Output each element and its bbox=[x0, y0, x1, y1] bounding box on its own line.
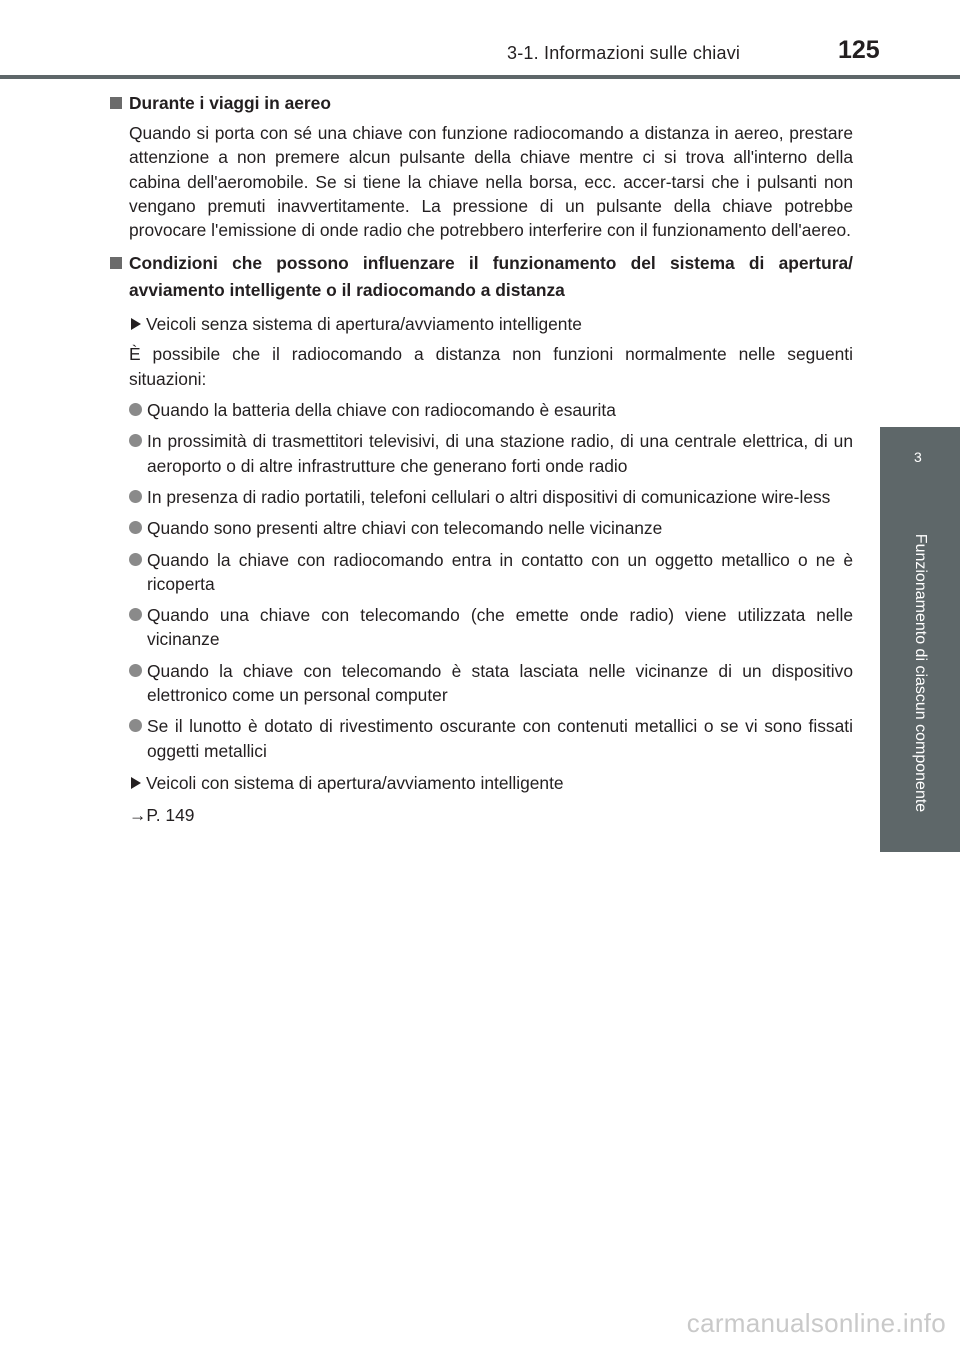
main-content bbox=[110, 90, 853, 827]
round-bullet-icon bbox=[129, 664, 142, 677]
list-item-text: In presenza di radio portatili, telefoni cellulari o altri dispositivi di comunicazione wire-less bbox=[147, 486, 831, 507]
round-bullet-icon bbox=[129, 521, 142, 534]
list-item-text: Se il lunotto è dotato di rivestimento oscurante con contenuti metallici o se vi sono fissati oggetti metallici bbox=[147, 716, 853, 761]
page-header bbox=[0, 0, 960, 80]
chapter-side-label: Funzionamento di ciascun componente bbox=[912, 533, 929, 813]
triangle-arrow-icon bbox=[131, 777, 141, 789]
header-divider bbox=[0, 75, 960, 79]
page-reference-link[interactable]: →P. 149 bbox=[129, 804, 195, 825]
round-bullet-icon bbox=[129, 608, 142, 621]
list-item-text: Quando la chiave con telecomando è stata lasciata nelle vicinanze di un dispositivo elettronico come un personal computer bbox=[147, 660, 853, 706]
section-heading-text: Condizioni che possono influenzare il funzionamento del sistema di apertura/ avviamento intelligente o il radiocomando a distanza bbox=[129, 253, 853, 301]
list-item bbox=[129, 548, 853, 597]
round-bullet-icon bbox=[129, 719, 142, 732]
list-item-text: In prossimità di trasmettitori televisivi, di una stazione radio, di una centrale elettrica, di un aeroporto o di altre infrastrutture che generano forti onde radio bbox=[147, 431, 853, 476]
round-bullet-icon bbox=[129, 553, 142, 566]
section-heading-text: Durante i viaggi in aereo bbox=[129, 93, 331, 113]
section-heading-air-travel bbox=[110, 90, 853, 117]
section-heading-conditions bbox=[110, 250, 853, 304]
subheading-text: Veicoli con sistema di apertura/avviamento intelligente bbox=[146, 772, 564, 793]
subheading-with-smart-entry bbox=[129, 771, 853, 795]
list-item bbox=[129, 603, 853, 652]
watermark: carmanualsonline.info bbox=[686, 1308, 946, 1338]
triangle-arrow-icon bbox=[131, 318, 141, 330]
chapter-tab bbox=[880, 427, 960, 495]
page-number: 125 bbox=[838, 36, 880, 64]
list-item bbox=[129, 485, 853, 509]
subheading-text: Veicoli senza sistema di apertura/avviamento intelligente bbox=[146, 314, 582, 335]
round-bullet-icon bbox=[129, 434, 142, 447]
chapter-side-strip bbox=[880, 495, 960, 852]
subheading-without-smart-entry bbox=[129, 312, 853, 336]
list-item bbox=[129, 429, 853, 478]
round-bullet-icon bbox=[129, 403, 142, 416]
chapter-tab-number: 3 bbox=[914, 449, 922, 465]
square-bullet-icon bbox=[110, 97, 122, 109]
square-bullet-icon bbox=[110, 257, 122, 269]
list-item-text: Quando la chiave con radiocomando entra in contatto con un oggetto metallico o ne è ricoperta bbox=[147, 549, 853, 594]
paragraph-intro: È possibile che il radiocomando a distanza non funzioni normalmente nelle seguenti situazioni: bbox=[129, 344, 853, 389]
round-bullet-icon bbox=[129, 490, 142, 503]
list-item-text: Quando sono presenti altre chiavi con telecomando nelle vicinanze bbox=[147, 518, 663, 539]
chapter-title: 3-1. Informazioni sulle chiavi bbox=[507, 43, 741, 63]
list-item bbox=[129, 659, 853, 708]
paragraph-air-travel: Quando si porta con sé una chiave con funzione radiocomando a distanza in aereo, prestare attenzione a non premere alcun pulsante della chiave mentre ci si trova all'interno della cabina dell'aeromobile. Se si tiene la chiave nella borsa, ecc. accer-tarsi che i pulsanti non vengano premuti inavvertitamente. La pressione di un pulsante della chiave potrebbe provocare l'emissione di onde radio che potrebbero interferire con il funzionamento dell'aereo. bbox=[129, 123, 853, 241]
list-item bbox=[129, 398, 853, 422]
list-item-text: Quando la batteria della chiave con radiocomando è esaurita bbox=[147, 400, 616, 421]
list-item-text: Quando una chiave con telecomando (che emette onde radio) viene utilizzata nelle vicinanze bbox=[147, 605, 853, 650]
list-item bbox=[129, 516, 853, 540]
list-item bbox=[129, 714, 853, 763]
